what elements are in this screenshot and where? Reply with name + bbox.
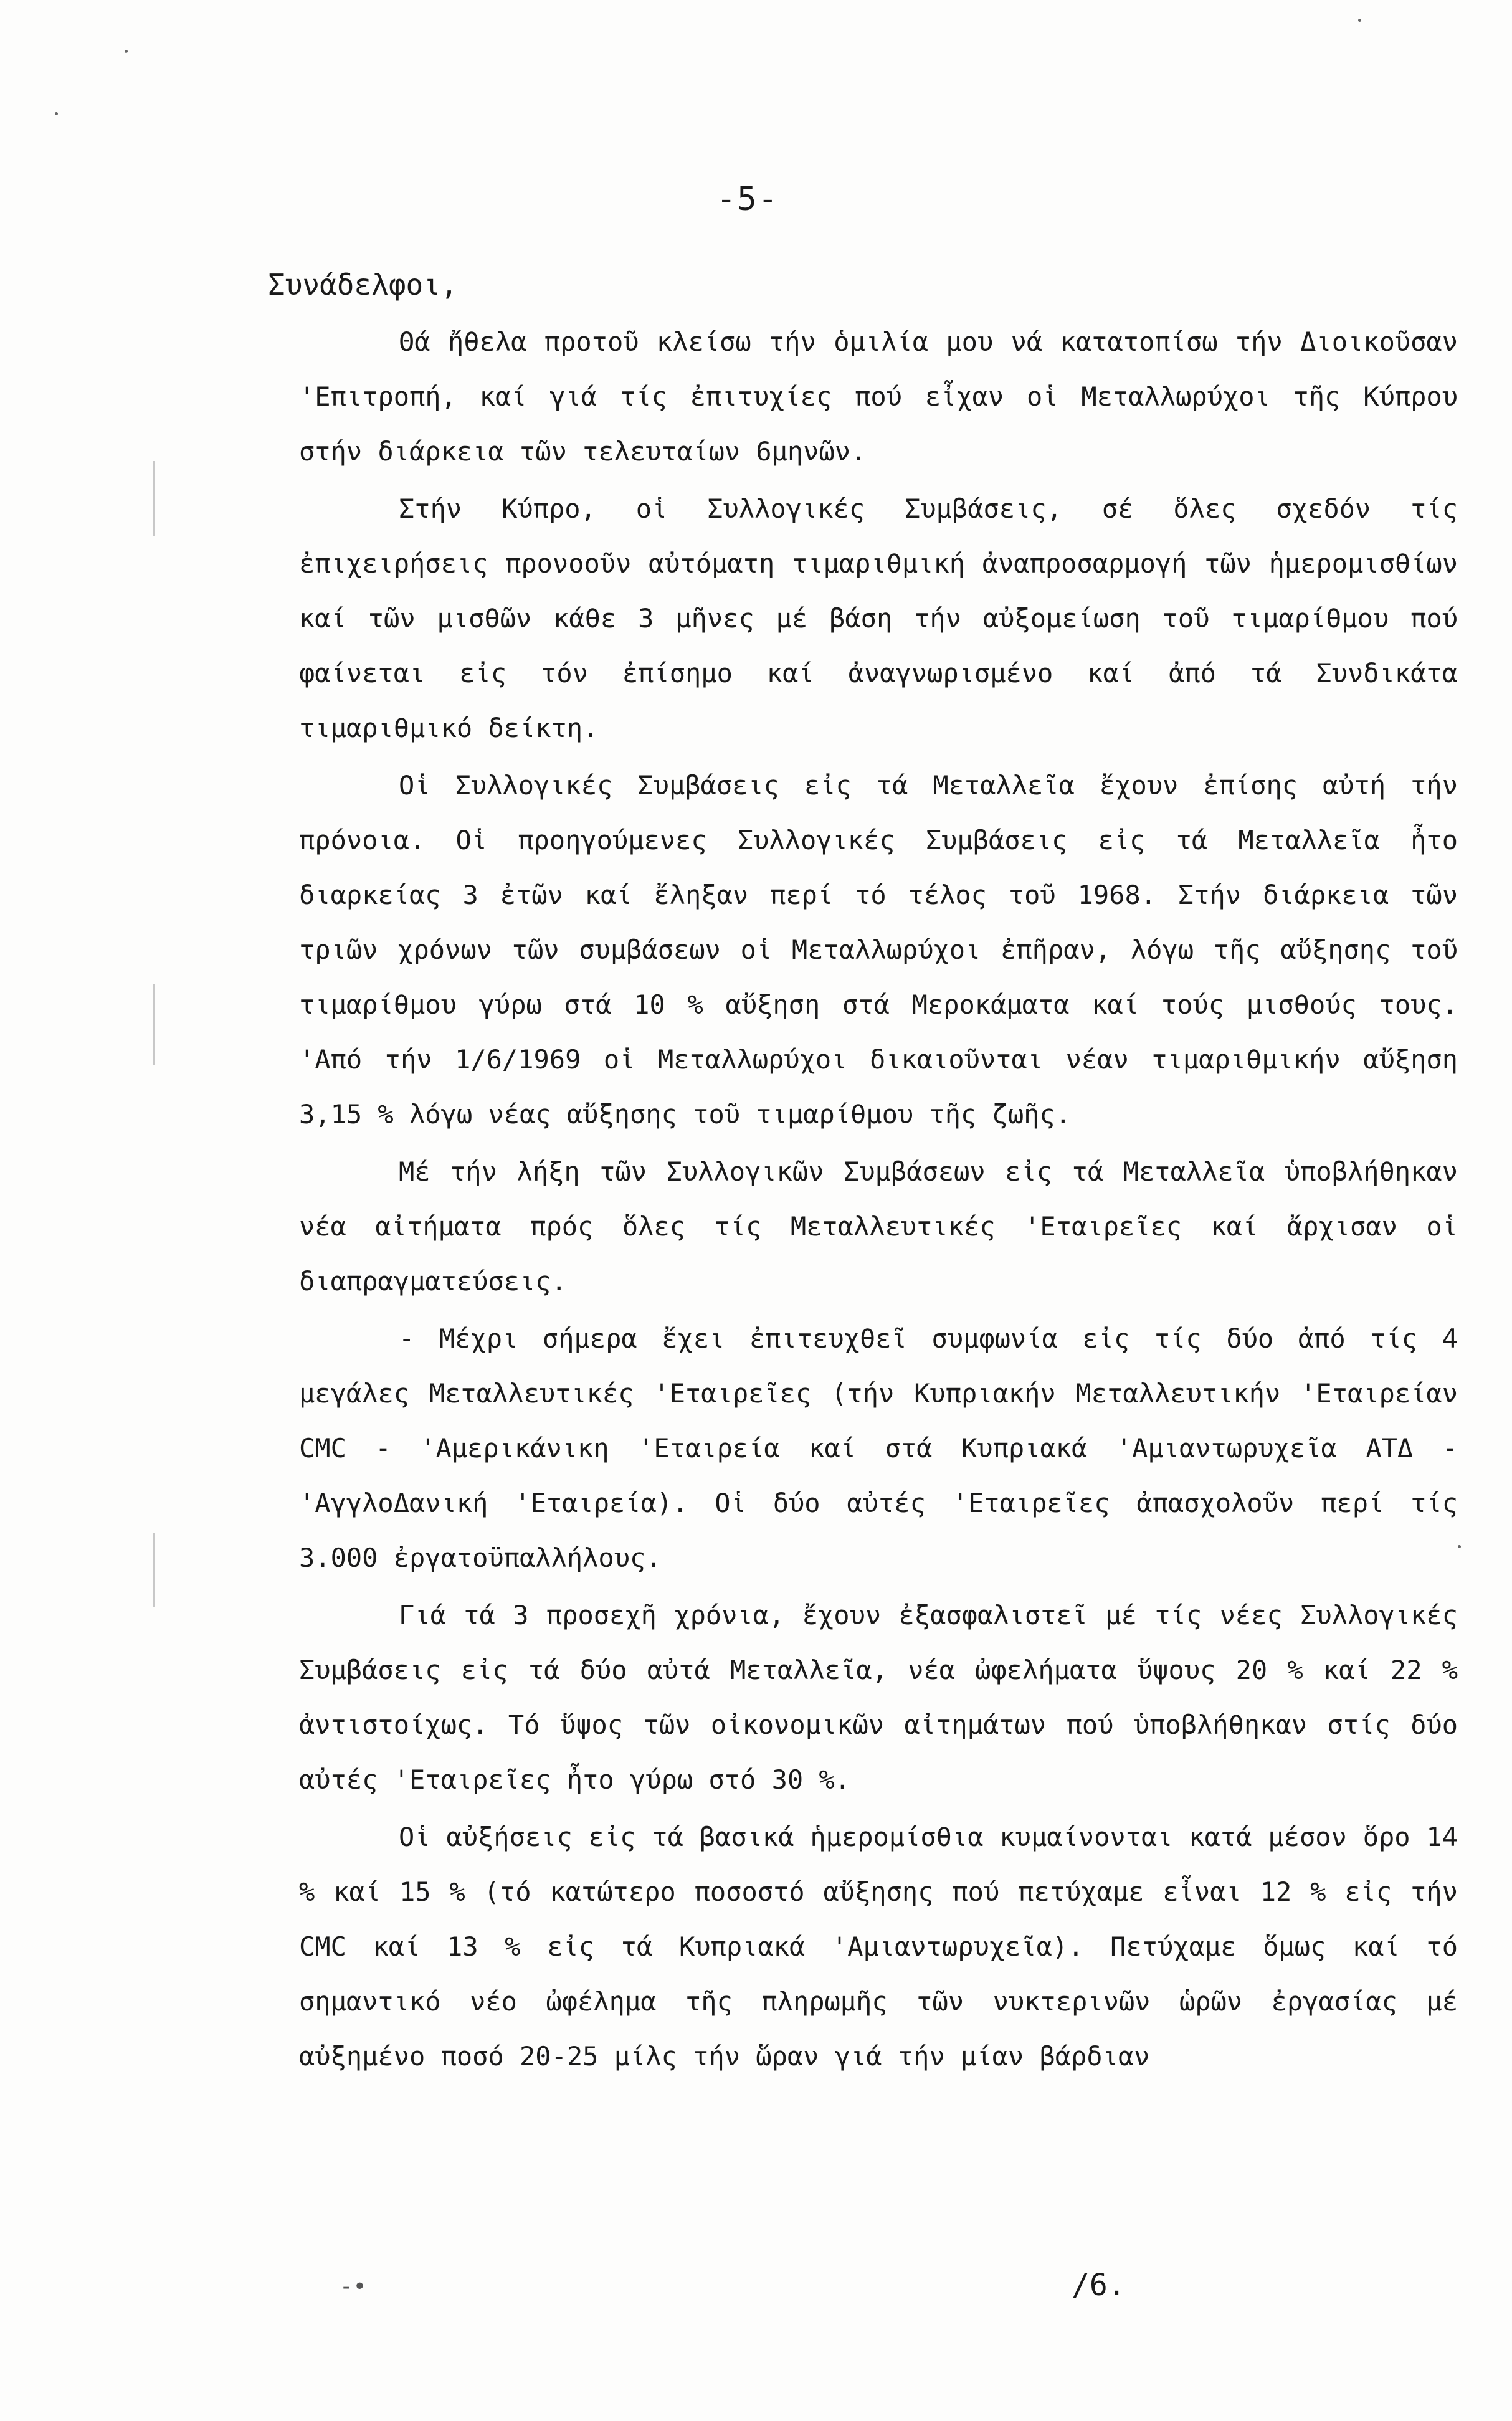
paragraph: Γιά τά 3 προσεχῆ χρόνια, ἔχουν ἐξασφαλιστεῖ μέ τίς νέες Συλλογικές Συμβάσεις εἰς τά δύο αὐτά Μεταλλεῖα, νέα ὠφελήματα ὕψους 20 % καί 22 % ἀντιστοίχως. Τό ὕψος τῶν οἰκονομικῶν αἰτημάτων πού ὑποβλήθηκαν στίς δύο αὐτές 'Εταιρεῖες ἦτο γύρω στό 30 %. (299, 1600, 1458, 1795)
scan-speck (1358, 19, 1361, 22)
salutation: Συνάδελφοι, (268, 268, 458, 302)
paragraph: Οἱ Συλλογικές Συμβάσεις εἰς τά Μεταλλεῖα ἔχουν ἐπίσης αὐτή τήν πρόνοια. Οἱ προηγούμενες Συλλογικές Συμβάσεις εἰς τά Μεταλλεῖα ἦτο διαρκείας 3 ἐτῶν καί ἔληξαν περί τό τέλος τοῦ 1968. Στήν διάρκεια τῶν τριῶν χρόνων τῶν συμβάσεων οἱ Μεταλλωρύχοι ἐπῆραν, λόγω τῆς αὔξησης τοῦ τιμαρίθμου γύρω στά 10 % αὔξηση στά Μεροκάματα καί τούς μισθούς τους. 'Από τήν 1/6/1969 οἱ Μεταλλωρύχοι δικαιοῦνται νέαν τιμαριθμικήν αὔξηση 3,15 % λόγω νέας αὔξησης τοῦ τιμαρίθμου τῆς ζωῆς. (299, 770, 1458, 1130)
binder-hole-mark (153, 461, 155, 536)
page-number: -5- (716, 181, 779, 218)
footer-dots: -• (340, 2274, 367, 2300)
continuation-mark: /6. (1072, 2268, 1126, 2303)
letter-body (299, 315, 1458, 2084)
paragraph: Μέ τήν λήξη τῶν Συλλογικῶν Συμβάσεων εἰς τά Μεταλλεῖα ὑποβλήθηκαν νέα αἰτήματα πρός ὅλες τίς Μεταλλευτικές 'Εταιρεῖες καί ἄρχισαν οἱ διαπραγματεύσεις. (299, 1156, 1458, 1296)
scan-speck (1458, 1545, 1461, 1548)
paragraph: - Μέχρι σήμερα ἔχει ἐπιτευχθεῖ συμφωνία εἰς τίς δύο ἀπό τίς 4 μεγάλες Μεταλλευτικές 'Εταιρεῖες (τήν Κυπριακήν Μεταλλευτικήν 'Εταιρείαν CMC - 'Αμερικάνικη 'Εταιρεία καί στά Κυπριακά 'Αμιαντωρυχεῖα ΑΤΔ - 'ΑγγλοΔανική 'Εταιρεία). Οἱ δύο αὐτές 'Εταιρεῖες ἀπασχολοῦν περί τίς 3.000 ἐργατοϋπαλλήλους. (299, 1323, 1458, 1573)
paragraph: Οἱ αὐξήσεις εἰς τά βασικά ἡμερομίσθια κυμαίνονται κατά μέσον ὅρο 14 % καί 15 % (τό κατώτερο ποσοστό αὔξησης πού πετύχαμε εἶναι 12 % εἰς τήν CMC καί 13 % εἰς τά Κυπριακά 'Αμιαντωρυχεῖα). Πετύχαμε ὅμως καί τό σημαντικό νέο ὠφέλημα τῆς πληρωμῆς τῶν νυκτερινῶν ὡρῶν ἐργασίας μέ αὐξημένο ποσό 20-25 μίλς τήν ὥραν γιά τήν μίαν βάρδιαν (299, 1822, 1458, 2071)
paragraph: Στήν Κύπρο, οἱ Συλλογικές Συμβάσεις, σέ ὅλες σχεδόν τίς ἐπιχειρήσεις προνοοῦν αὐτόματη τιμαριθμική ἀναπροσαρμογή τῶν ἡμερομισθίων καί τῶν μισθῶν κάθε 3 μῆνες μέ βάση τήν αὐξομείωση τοῦ τιμαρίθμου πού φαίνεται εἰς τόν ἐπίσημο καί ἀναγνωρισμένο καί ἀπό τά Συνδικάτα τιμαριθμικό δείκτη. (299, 493, 1458, 743)
paragraph: Θά ἤθελα προτοῦ κλείσω τήν ὁμιλία μου νά κατατοπίσω τήν Διοικοῦσαν 'Επιτροπή, καί γιά τίς ἐπιτυχίες πού εἶχαν οἱ Μεταλλωρύχοι τῆς Κύπρου στήν διάρκεια τῶν τελευταίων 6μηνῶν. (299, 326, 1458, 467)
binder-hole-mark (153, 984, 155, 1065)
scan-speck (125, 50, 128, 53)
binder-hole-mark (153, 1533, 155, 1607)
scan-speck (55, 112, 58, 115)
